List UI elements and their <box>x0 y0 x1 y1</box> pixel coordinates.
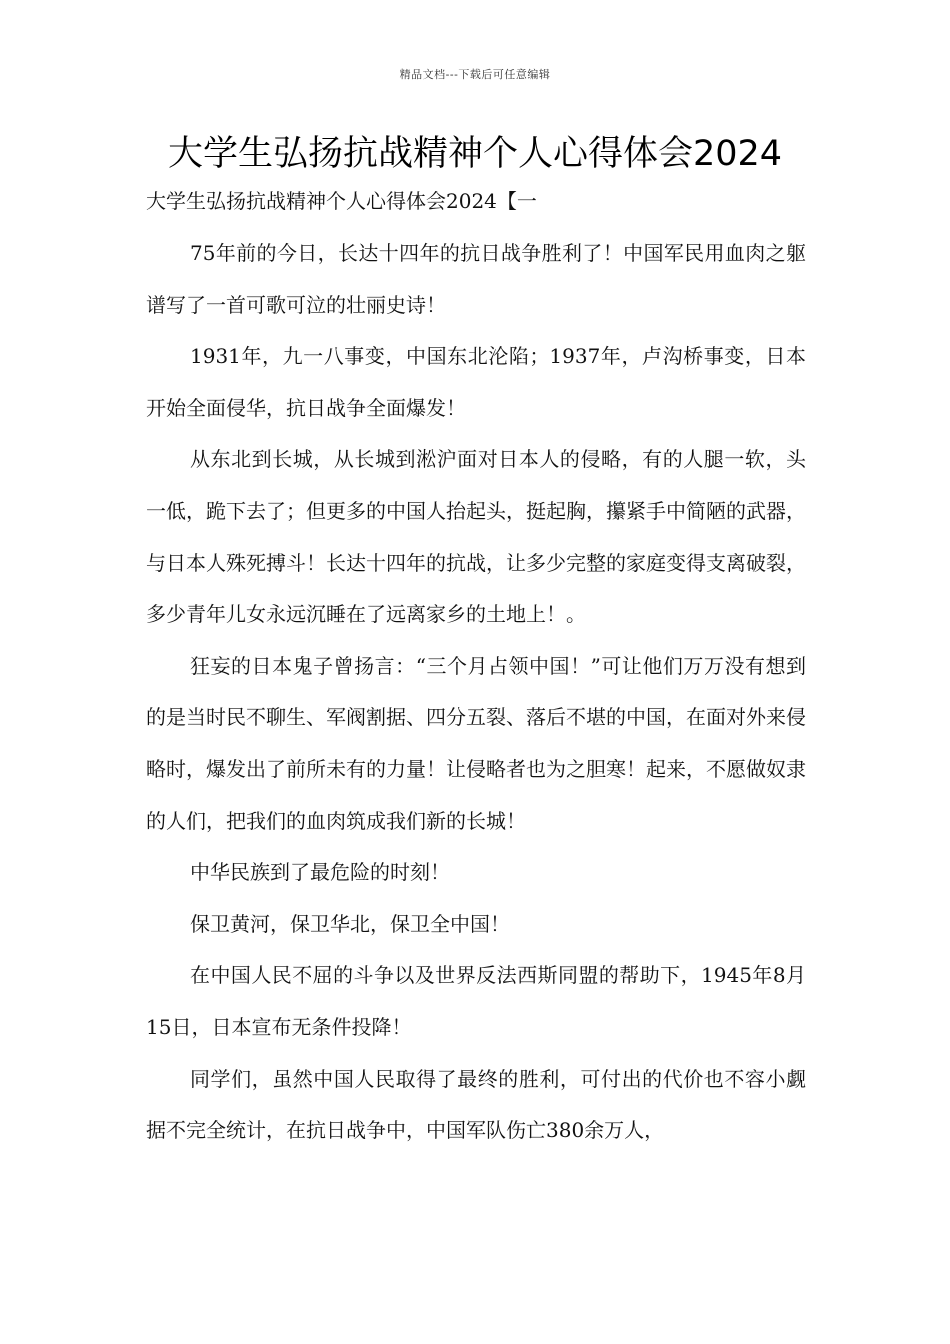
header-note: 精品文档---下载后可任意编辑 <box>399 68 551 81</box>
paragraph: 保卫黄河，保卫华北，保卫全中国！ <box>190 911 510 936</box>
paragraph: 狂妄的日本鬼子曾扬言：“三个月占领中国！”可让他们万万没有想到的是当时民不聊生、军阀割据、四分五裂、落后不堪的中国，在面对外来侵略时，爆发出了前所未有的力量！让侵略者也为之胆寒！起来，不愿做奴隶的人们，把我们的血肉筑成我们新的长城！ <box>146 653 806 833</box>
paragraph: 1931年，九一八事变，中国东北沦陷；1937年，卢沟桥事变，日本开始全面侵华，抗日战争全面爆发！ <box>146 344 806 420</box>
paragraph: 在中国人民不屈的斗争以及世界反法西斯同盟的帮助下，1945年8月15日，日本宣布无条件投降！ <box>146 963 806 1039</box>
document-subtitle: 大学生弘扬抗战精神个人心得体会2024【一 <box>146 189 537 213</box>
paragraph: 75年前的今日，长达十四年的抗日战争胜利了！中国军民用血肉之躯谱写了一首可歌可泣的壮丽史诗！ <box>146 241 806 317</box>
paragraph: 同学们，虽然中国人民取得了最终的胜利，可付出的代价也不容小觑据不完全统计，在抗日战争中，中国军队伤亡380余万人， <box>146 1066 806 1143</box>
paragraph: 中华民族到了最危险的时刻！ <box>190 860 450 885</box>
document-body <box>146 228 806 1157</box>
document-title: 大学生弘扬抗战精神个人心得体会2024 <box>167 134 783 174</box>
paragraph: 从东北到长城，从长城到淞沪面对日本人的侵略，有的人腿一软，头一低，跪下去了；但更多的中国人抬起头，挺起胸，攥紧手中简陋的武器，与日本人殊死搏斗！长达十四年的抗战，让多少完整的家庭变得支离破裂，多少青年儿女永远沉睡在了远离家乡的土地上！。 <box>146 447 806 627</box>
